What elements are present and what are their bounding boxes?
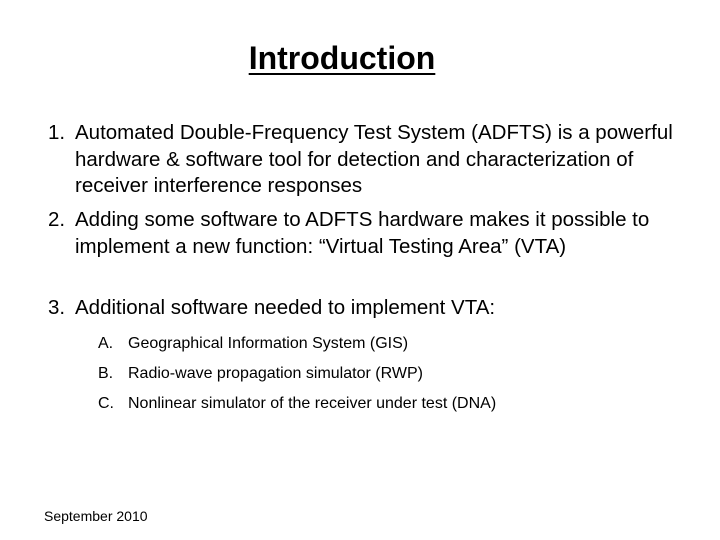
sub-item-letter: B. xyxy=(98,365,114,382)
slide-title: Introduction xyxy=(248,40,436,76)
list-item-number: 2. xyxy=(48,208,66,231)
list-item-number: 1. xyxy=(48,121,66,144)
list-item-text: Automated Double-Frequency Test System (ADFTS) is a powerful hardware & software tool for detection and characterization of receiver interference responses xyxy=(75,121,673,197)
footer-date: September 2010 xyxy=(44,508,148,524)
list-item-2 xyxy=(48,207,698,260)
sub-item-c xyxy=(98,394,658,414)
list-item-text: Adding some software to ADFTS hardware makes it possible to implement a new function: “Virtual Testing Area” (VTA) xyxy=(75,208,650,258)
list-item-3 xyxy=(48,295,698,322)
sub-item-letter: C. xyxy=(98,395,114,412)
sub-item-text: Geographical Information System (GIS) xyxy=(128,335,409,352)
sub-item-b xyxy=(98,364,658,384)
list-item-1 xyxy=(48,120,698,200)
sub-item-letter: A. xyxy=(98,335,114,352)
list-item-text: Additional software needed to implement VTA: xyxy=(75,296,496,319)
sub-item-a xyxy=(98,334,658,354)
sub-item-text: Nonlinear simulator of the receiver under test (DNA) xyxy=(128,395,497,412)
list-item-number: 3. xyxy=(48,296,66,319)
sub-item-text: Radio-wave propagation simulator (RWP) xyxy=(128,365,423,382)
